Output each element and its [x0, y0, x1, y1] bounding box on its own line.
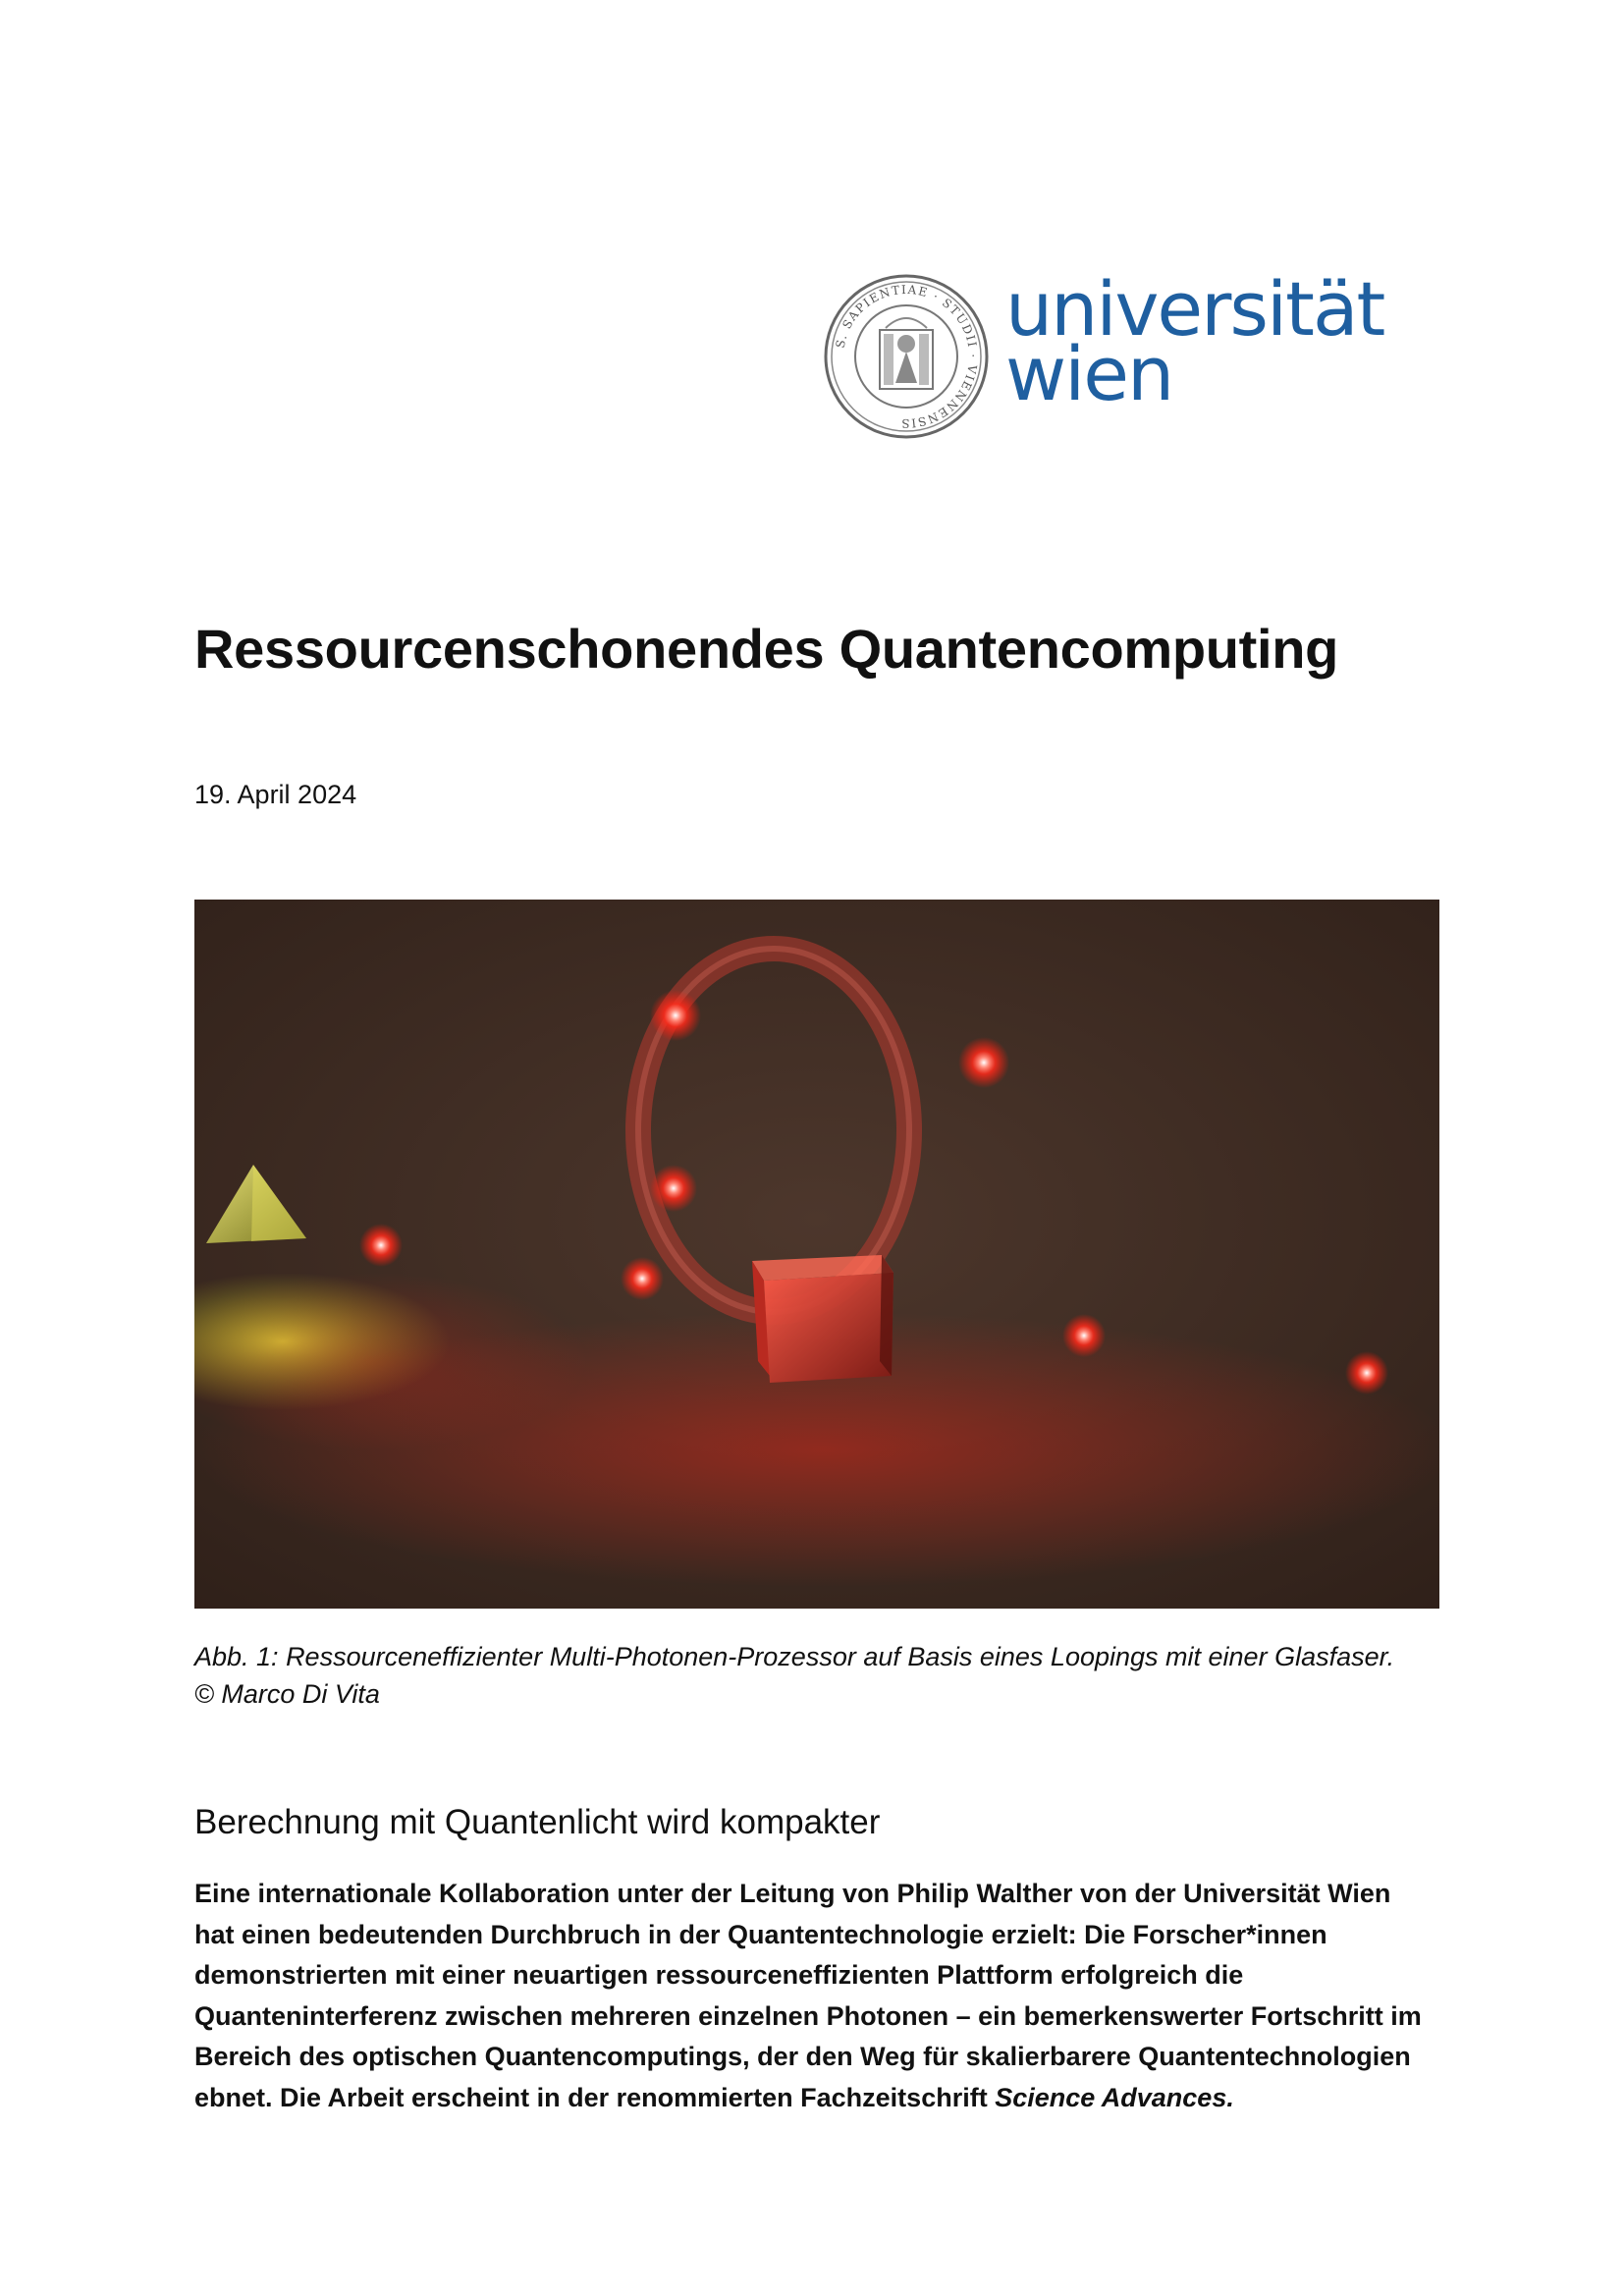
lead-line: Quanteninterferenz zwischen mehreren einzelnen Photonen – ein bemerkenswerter Fortschritt im: [194, 2000, 1422, 2031]
section-subheading: Berechnung mit Quantenlicht wird kompakter: [194, 1803, 881, 1841]
figure-image: [194, 900, 1439, 1609]
page-title: Ressourcenschonendes Quantencomputing: [194, 618, 1339, 680]
lead-line: Eine internationale Kollaboration unter der Leitung von Philip Walther von der Universität Wien: [194, 1879, 1391, 1908]
seal-text: S. SAPIENTIAE · STUDII · VIENNENSIS: [833, 282, 981, 431]
photon-processor-illustration: [194, 900, 1439, 1609]
publication-date: 19. April 2024: [194, 780, 357, 809]
lead-line: Bereich des optischen Quantencomputings, der den Weg für skalierbarere Quantentechnologien: [194, 2042, 1411, 2071]
lead-line: demonstrierten mit einer neuartigen ressourceneffizienten Plattform erfolgreich die: [194, 1960, 1244, 1990]
figure-caption: [194, 1638, 1461, 1713]
lead-line-last: [194, 2078, 1471, 2119]
lead-line: hat einen bedeutenden Durchbruch in der Quantentechnologie erzielt: Die Forscher*innen: [194, 1919, 1327, 1949]
university-wordmark: [1005, 265, 1384, 417]
university-seal-icon: [823, 273, 990, 440]
caption-line: Abb. 1: Ressourceneffizienter Multi-Photonen-Prozessor auf Basis eines Loopings mit einer Glasfaser.: [194, 1642, 1395, 1671]
wordmark-line-2: wien: [1005, 330, 1173, 417]
lead-last-text: ebnet. Die Arbeit erscheint in der renommierten Fachzeitschrift: [194, 2082, 996, 2112]
lead-paragraph: [194, 1874, 1471, 2118]
caption-credit: © Marco Di Vita: [194, 1679, 380, 1709]
journal-name: Science Advances.: [995, 2082, 1234, 2112]
wordmark-line-1: universität: [1005, 265, 1384, 353]
university-logo: [823, 265, 1402, 440]
